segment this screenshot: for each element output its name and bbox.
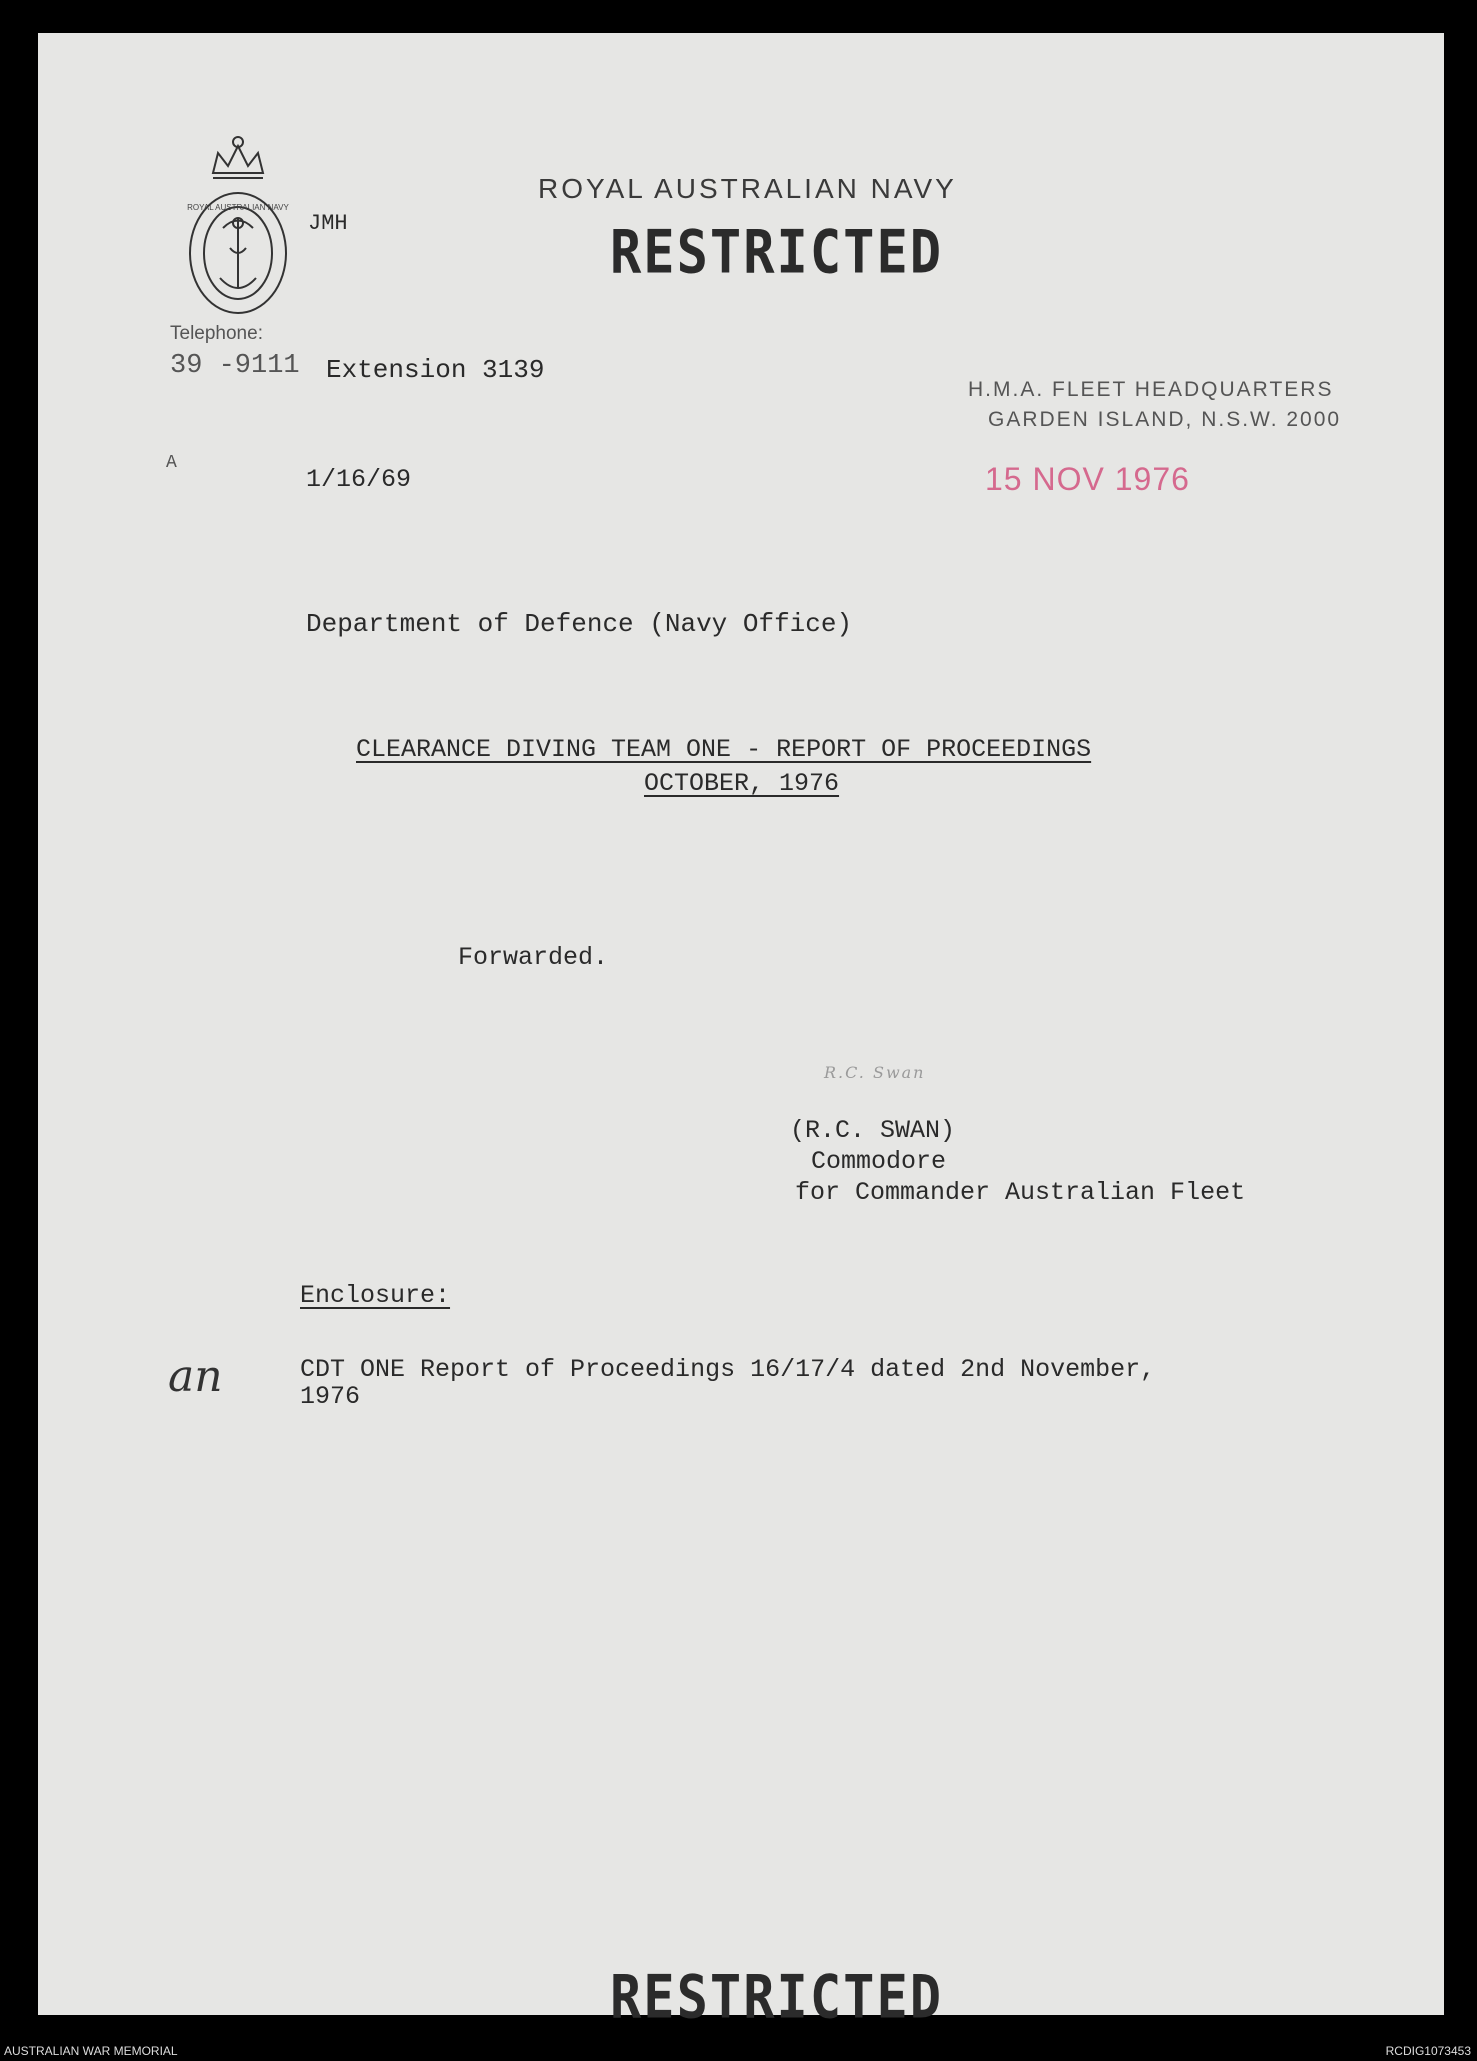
reference-prefix: A [166,453,177,473]
hq-address-line1: H.M.A. FLEET HEADQUARTERS [968,378,1334,401]
footer-identifier: RCDIG1073453 [1385,2044,1471,2058]
crest-text: ROYAL AUSTRALIAN NAVY [187,203,289,212]
enclosure-line2: 1976 [300,1382,361,1411]
reference-number: 1/16/69 [306,465,412,494]
date-received-stamp: 15 NOV 1976 [985,461,1190,497]
footer-credit: AUSTRALIAN WAR MEMORIAL [4,2044,178,2058]
service-name-stamp: ROYAL AUSTRALIAN NAVY [538,173,957,204]
signatory-rank: Commodore [811,1147,947,1176]
subject-line1: CLEARANCE DIVING TEAM ONE - REPORT OF PROCEEDINGS [356,735,1092,764]
signatory-name: (R.C. SWAN) [790,1116,956,1145]
extension: Extension 3139 [326,355,545,385]
telephone-label: Telephone: [170,323,263,344]
classification-stamp-top: RESTRICTED [610,218,944,288]
handwritten-annotation: an [168,1351,223,1402]
classification-stamp-bottom: RESTRICTED [610,1963,944,2033]
subject-line2: OCTOBER, 1976 [644,769,840,798]
enclosure-heading: Enclosure: [300,1281,451,1310]
initials: JMH [308,211,348,236]
addressee: Department of Defence (Navy Office) [306,609,853,639]
navy-crest-icon [178,128,298,318]
document-page [38,33,1444,2033]
forwarded-text: Forwarded. [458,943,609,972]
signatory-role: for Commander Australian Fleet [795,1178,1246,1207]
enclosure-line1: CDT ONE Report of Proceedings 16/17/4 dated 2nd November, [300,1355,1156,1384]
signature-scrawl: R.C. Swan [824,1063,926,1082]
hq-address-line2: GARDEN ISLAND, N.S.W. 2000 [988,408,1342,431]
telephone-number: 39 -9111 [170,351,300,381]
